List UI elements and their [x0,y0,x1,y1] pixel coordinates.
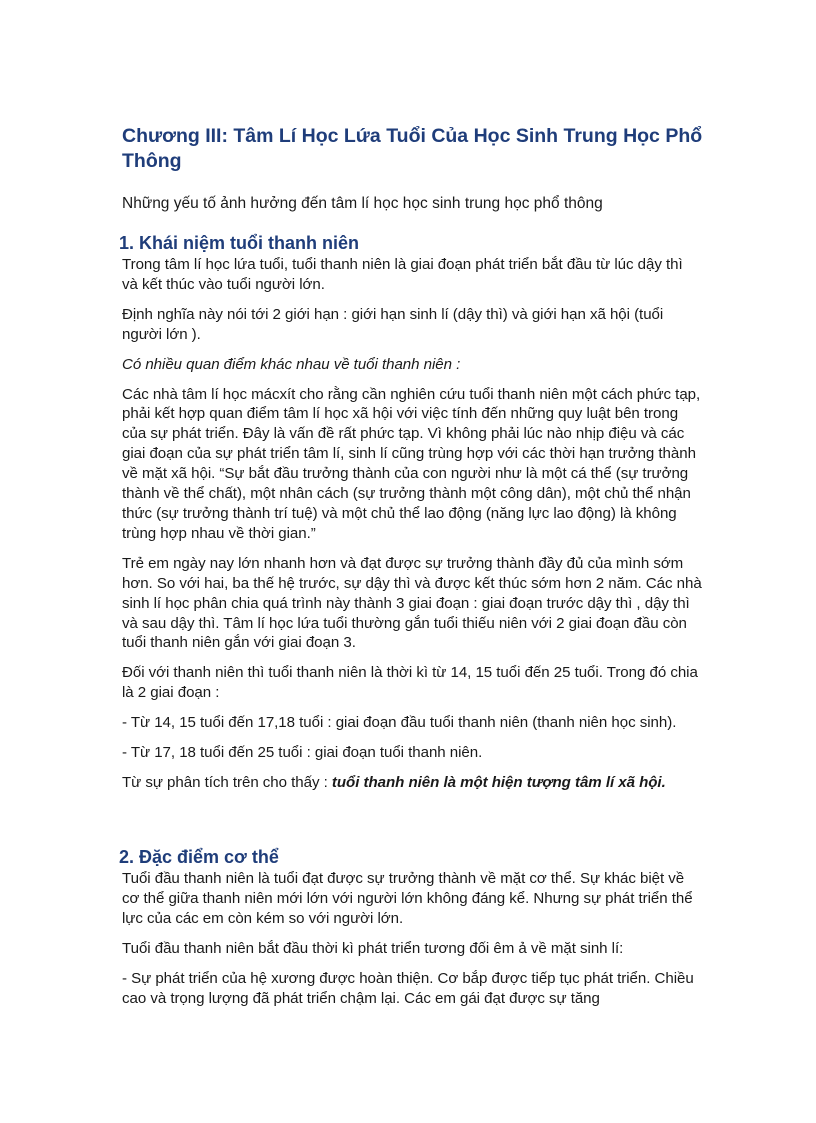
paragraph: - Từ 17, 18 tuổi đến 25 tuổi : giai đoạn tuổi thanh niên. [122,744,483,762]
chapter-title: Chương III: Tâm Lí Học Lứa Tuổi Của Học Sinh Trung Học Phổ Thông [122,125,703,172]
section-2 [119,846,702,1018]
paragraph: - Từ 14, 15 tuổi đến 17,18 tuổi : giai đoạn đầu tuổi thanh niên (thanh niên học sinh). [122,714,677,732]
section-2-heading: 2. Đặc điểm cơ thể [119,847,279,867]
paragraph: Trong tâm lí học lứa tuổi, tuổi thanh niên là giai đoạn phát triển bắt đầu từ lúc dậy thì và kết thúc vào tuổi người lớn. [122,256,683,293]
paragraph-italic: Có nhiều quan điểm khác nhau về tuổi thanh niên : [122,355,461,373]
paragraph: Tuổi đầu thanh niên bắt đầu thời kì phát triển tương đối êm ả về mặt sinh lí: [122,939,624,957]
subtitle: Những yếu tố ảnh hưởng đến tâm lí học học sinh trung học phổ thông [122,195,603,212]
paragraph: Tuổi đầu thanh niên là tuổi đạt được sự trưởng thành về mặt cơ thể. Sự khác biệt về cơ thể giữa thanh niên mới lớn với người lớn không đáng kể. Nhưng sự phát triển thể lực của các em còn kém so với người lớn. [122,870,693,927]
conclusion-emphasis: tuổi thanh niên là một hiện tượng tâm lí xã hội. [331,773,666,791]
paragraph: - Sự phát triển của hệ xương được hoàn thiện. Cơ bắp được tiếp tục phát triển. Chiều cao và trọng lượng đã phát triển chậm lại. Các em gái đạt được sự tăng [122,969,694,1007]
paragraph: Đối với thanh niên thì tuổi thanh niên là thời kì từ 14, 15 tuổi đến 25 tuổi. Trong đó chia là 2 giai đoạn : [122,664,698,702]
paragraph: Trẻ em ngày nay lớn nhanh hơn và đạt được sự trưởng thành đầy đủ của mình sớm hơn. So với hai, ba thế hệ trước, sự dậy thì và được kết thúc sớm hơn 2 năm. Các nhà sinh lí học phân chia quá trình này thành 3 giai đoạn : giai đoạn trước dậy thì , dậy thì và sau dậy thì. Tâm lí học lứa tuổi thường gắn tuổi thiếu niên với 2 giai đoạn đầu còn tuổi thanh niên gắn với giai đoạn 3. [122,554,702,652]
section-1 [119,232,702,803]
conclusion-paragraph [122,773,702,793]
section-1-heading: 1. Khái niệm tuổi thanh niên [119,233,360,253]
conclusion-lead: Từ sự phân tích trên cho thấy : [122,773,332,791]
paragraph: Định nghĩa này nói tới 2 giới hạn : giới hạn sinh lí (dậy thì) và giới hạn xã hội (tuổi người lớn ). [122,305,664,343]
paragraph: Các nhà tâm lí học mácxít cho rằng cần nghiên cứu tuổi thanh niên một cách phức tạp, phải kết hợp quan điểm tâm lí học xã hội với việc tính đến những quy luật bên trong của sự phát triển. Đây là vấn đề rất phức tạp. Vì không phải lúc nào nhịp điệu và các giai đoạn của sự phát triển tâm lí, sinh lí cũng trùng hợp với các thời hạn trưởng thành về mặt xã hội. “Sự bắt đầu trưởng thành của con người như là một cá thể (sự trưởng thành về thể chất), một nhân cách (sự trưởng thành một công dân), một chủ thể nhận thức (sự trưởng thành trí tuệ) và một chủ thể lao động (năng lực lao động) là không trùng hợp nhau về thời gian.” [122,385,701,542]
